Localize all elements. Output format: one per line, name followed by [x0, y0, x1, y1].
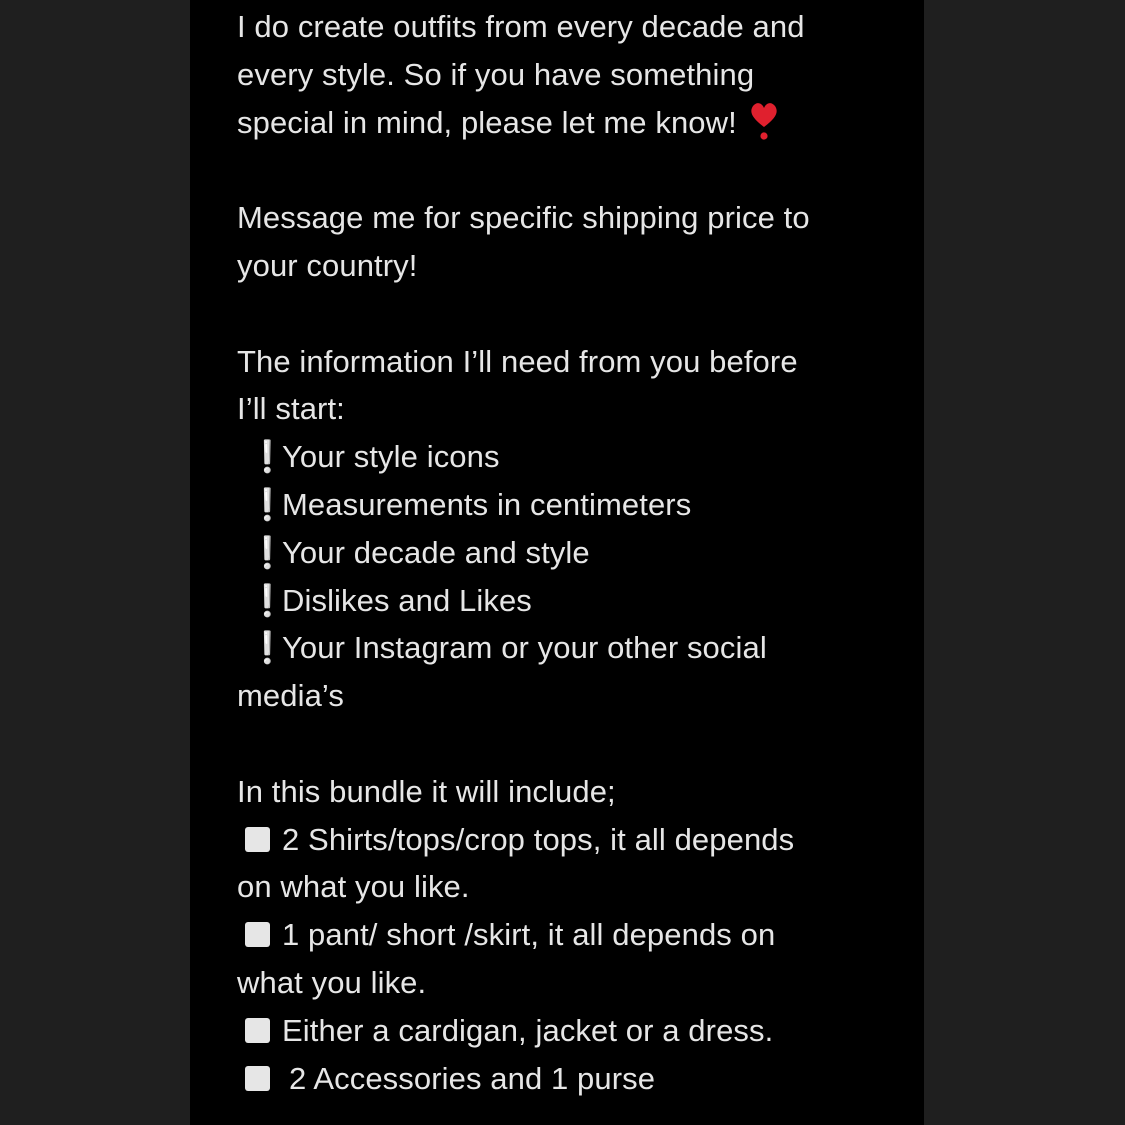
- exclamation-icon: ❕: [248, 630, 287, 667]
- bundle-item-text: 1 pant/ short /skirt, it all depends on: [282, 917, 776, 953]
- blank-line: [237, 720, 897, 768]
- info-item-continuation: media’s: [237, 678, 344, 714]
- info-heading-line-2: I’ll start:: [237, 391, 345, 427]
- info-item-text: Measurements in centimeters: [282, 486, 692, 522]
- intro-line-1: I do create outfits from every decade and: [237, 9, 805, 44]
- white-square-icon: [245, 1066, 270, 1091]
- exclamation-icon: ❕: [248, 534, 287, 571]
- bundle-item-continuation: on what you like.: [237, 869, 470, 905]
- white-square-icon: [245, 1018, 270, 1043]
- notes-text: [237, 3, 897, 1102]
- bundle-item-text: 2 Shirts/tops/crop tops, it all depends: [282, 821, 795, 857]
- bundle-item-text: 2 Accessories and 1 purse: [289, 1060, 656, 1096]
- info-item-text: Dislikes and Likes: [282, 582, 532, 618]
- bundle-item: [237, 1055, 897, 1103]
- bundle-item-text: Either a cardigan, jacket or a dress.: [282, 1012, 774, 1048]
- bundle-item: [237, 1007, 897, 1055]
- bundle-item: [237, 911, 897, 959]
- shipping-line-1: Message me for specific shipping price to: [237, 200, 810, 236]
- intro-line-3: [237, 99, 897, 147]
- bundle-heading: In this bundle it will include;: [237, 773, 616, 809]
- info-item: [237, 577, 897, 625]
- exclamation-icon: ❕: [248, 439, 287, 476]
- blank-line: [237, 146, 897, 194]
- white-square-icon: [245, 922, 270, 947]
- intro-line-3-text: special in mind, please let me know!: [237, 104, 737, 140]
- white-square-icon: [245, 827, 270, 852]
- info-item: [237, 624, 897, 672]
- info-item-text: Your style icons: [282, 439, 500, 475]
- info-item: [237, 529, 897, 577]
- phone-screen: [190, 0, 924, 1125]
- bundle-item-continuation: what you like.: [237, 964, 427, 1000]
- heart-exclamation-icon: [749, 101, 779, 141]
- exclamation-icon: ❕: [248, 486, 287, 523]
- exclamation-icon: ❕: [248, 582, 287, 619]
- info-item-text: Your decade and style: [282, 534, 590, 570]
- blank-line: [237, 290, 897, 338]
- info-item: [237, 433, 897, 481]
- info-item: [237, 481, 897, 529]
- shipping-line-2: your country!: [237, 247, 418, 283]
- intro-line-2: every style. So if you have something: [237, 56, 755, 92]
- info-item-text: Your Instagram or your other social: [282, 630, 767, 666]
- bundle-item: [237, 816, 897, 864]
- info-heading-line-1: The information I’ll need from you before: [237, 343, 798, 379]
